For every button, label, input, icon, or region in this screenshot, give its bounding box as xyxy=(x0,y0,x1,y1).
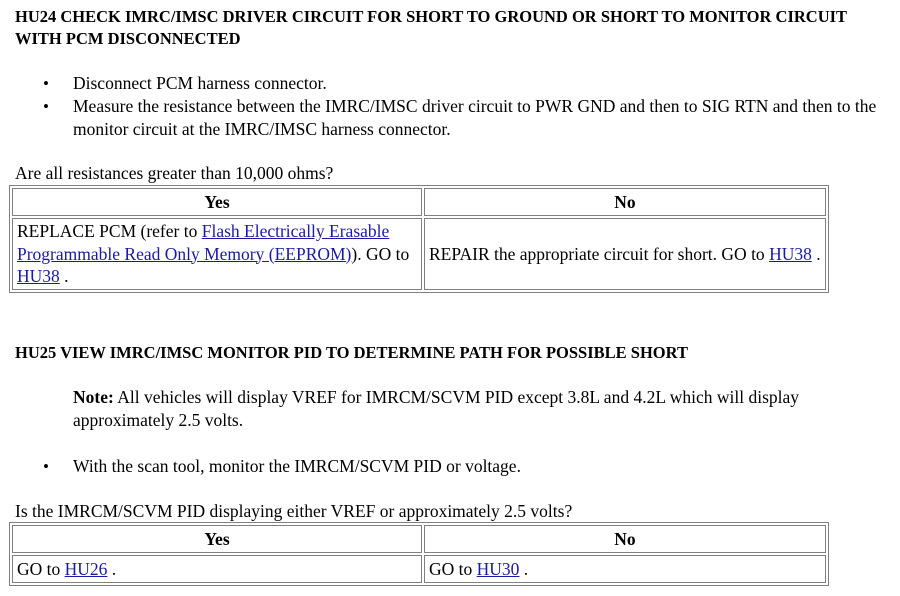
list-item: • Disconnect PCM harness connector. xyxy=(15,72,890,95)
yes-cell-text-goto: ). GO to xyxy=(351,243,410,264)
no-cell-text-end: . xyxy=(519,558,529,579)
yes-cell xyxy=(12,218,422,290)
yes-cell xyxy=(12,555,422,583)
hu24-result-table xyxy=(9,185,829,293)
no-header: No xyxy=(424,525,826,553)
list-item: • Measure the resistance between the IMRC/IMSC driver circuit to PWR GND and then to SIG RTN and then to the monitor circuit at the IMRC/IMSC harness connector. xyxy=(15,95,890,141)
hu24-bullet-list xyxy=(15,72,890,141)
no-cell xyxy=(424,218,826,290)
hu25-note xyxy=(73,386,893,432)
hu38-link[interactable]: HU38 xyxy=(769,243,812,264)
yes-header: Yes xyxy=(12,525,422,553)
no-cell xyxy=(424,555,826,583)
hu25-heading: HU25 VIEW IMRC/IMSC MONITOR PID TO DETERMINE PATH FOR POSSIBLE SHORT xyxy=(15,343,688,362)
yes-header: Yes xyxy=(12,188,422,216)
hu24-heading: HU24 CHECK IMRC/IMSC DRIVER CIRCUIT FOR SHORT TO GROUND OR SHORT TO MONITOR CIRCUIT WITH PCM DISCONNECTED xyxy=(15,7,847,48)
hu25-question: Is the IMRCM/SCVM PID displaying either VREF or approximately 2.5 volts? xyxy=(15,501,573,521)
hu30-link[interactable]: HU30 xyxy=(476,558,520,579)
no-cell-text: GO to xyxy=(429,558,477,579)
no-cell-text: REPAIR the appropriate circuit for short. GO to xyxy=(429,243,770,264)
yes-cell-text: GO to xyxy=(17,558,65,579)
hu25-bullet-list xyxy=(15,455,890,478)
yes-cell-text: REPLACE PCM (refer to xyxy=(17,221,202,241)
hu25-result-table xyxy=(9,522,829,586)
note-label: Note: xyxy=(73,387,114,407)
yes-cell-text-end: . xyxy=(107,558,117,579)
no-header: No xyxy=(424,188,826,216)
no-cell-text-end: . xyxy=(811,243,821,264)
list-item: • With the scan tool, monitor the IMRCM/SCVM PID or voltage. xyxy=(15,455,890,478)
hu24-question: Are all resistances greater than 10,000 ohms? xyxy=(15,163,334,183)
hu26-link[interactable]: HU26 xyxy=(64,558,108,579)
hu38-link[interactable]: HU38 xyxy=(17,266,60,286)
eeprom-link[interactable]: Flash Electrically Erasable Programmable Read Only Memory (EEPROM) xyxy=(17,221,390,264)
note-text: All vehicles will display VREF for IMRCM/SCVM PID except 3.8L and 4.2L which will display approximately 2.5 volts. xyxy=(73,387,800,430)
yes-cell-text-end: . xyxy=(59,266,69,286)
